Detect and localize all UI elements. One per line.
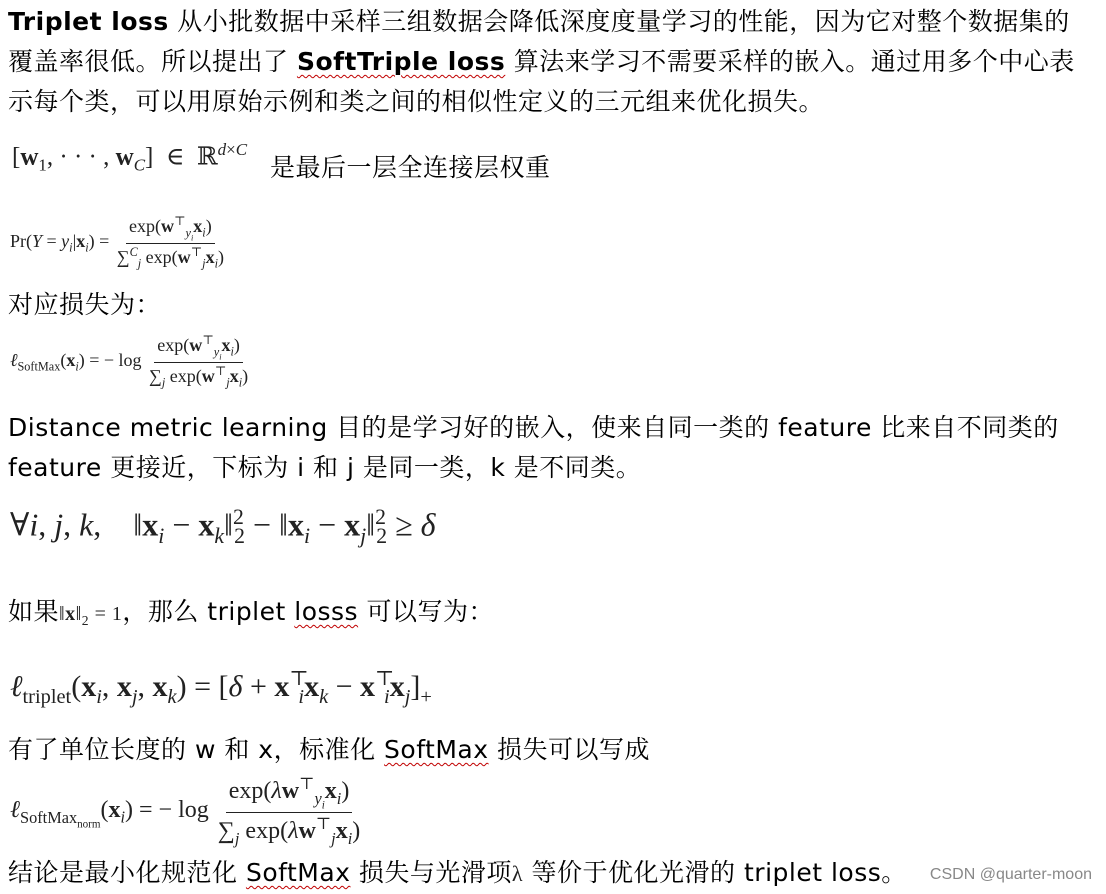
intro-line-1-text: 从小批数据中采样三组数据会降低深度度量学习的性能，因为它对整个数据集的 — [168, 7, 1070, 36]
triplet-intro-a: 如果 — [8, 597, 60, 626]
conclusion-a: 结论是最小化规范化 — [8, 858, 246, 887]
triplet-intro-b: ，那么 triplet — [122, 597, 295, 626]
intro-line-3: 示每个类，可以用原始示例和类之间的相似性定义的三元组来优化损失。 — [8, 87, 825, 116]
intro-line-2-text-a: 覆盖率很低。所以提出了 — [8, 47, 297, 76]
weights-caption: 是最后一层全连接层权重 — [270, 153, 551, 182]
triplet-intro-line — [8, 593, 494, 640]
softmax-term: SoftMax — [384, 735, 489, 764]
normalized-intro-c: 损失可以写成 — [488, 735, 650, 764]
triplet-loss-term: Triplet loss — [8, 7, 169, 36]
conclusion-line — [8, 854, 907, 893]
normalized-intro-a: 有了单位长度的 w 和 x，标准化 — [8, 735, 385, 764]
conclusion-d: 等价于优化光滑的 triplet loss。 — [523, 858, 907, 887]
weights-formula: [$w_1$, · · · , $w_C$] ∈ ℝ$^{d\times C}$ — [12, 140, 248, 175]
normalized-intro-line — [8, 731, 650, 769]
conclusion-c: 损失与光滑项 — [350, 858, 512, 887]
triplet-constraint-formula: ∀i, j, k, $‖x_i$ − $x_k‖^2_2$ − $‖x_i$ − $x_j‖^2_2 \ge \delta$ — [10, 505, 436, 549]
distance-metric-line-2: feature 更接近，下标为 i 和 j 是同一类，k 是不同类。 — [8, 453, 642, 482]
softmax-loss-formula: $\ell_{SoftMax}(x_i)$ = − log $\frac{\exp(w^⊤_{y_i}x_i)}{\sum_j \exp(w^⊤_jx_i)}$ — [10, 333, 249, 390]
triplet-intro-d: 可以写为： — [358, 597, 495, 626]
conclusion-softmax-term: SoftMax — [245, 858, 351, 887]
csdn-watermark: CSDN @quarter-moon — [929, 866, 1092, 883]
distance-metric-line-1: Distance metric learning 目的是学习好的嵌入，使来自同一类的 feature 比来自不同类的 — [8, 413, 1059, 442]
normalized-softmax-formula: $\ell_{SoftMax_{norm}}(x_i)$ = − log $\frac{\exp(\lambda w^⊤_{y_i}x_i)}{\sum_j \exp(\lambda w^⊤_jx_i)}$ — [10, 774, 361, 848]
unit-norm-formula: $‖x‖_2 = 1$ — [59, 603, 123, 628]
intro-line-2-text-b: 算法来学习不需要采样的嵌入。通过用多个中心表 — [505, 47, 1075, 76]
lambda-symbol: λ — [511, 861, 524, 886]
softtriple-loss-term: SoftTriple loss — [296, 47, 506, 76]
losss-term: losss — [294, 597, 359, 626]
intro-line-2 — [8, 43, 1075, 81]
triplet-loss-formula: $\ell_{triplet}(x_i$, $x_j$, $x_k) = [\delta + x^⊤_ix_k - x^⊤_ix_j]_+$ — [10, 668, 432, 708]
intro-line-1 — [8, 3, 1070, 41]
probability-formula: $Pr(Y = y_i|x_i)$ = $\frac{\exp(w^⊤_{y_i}x_i)}{\sum^C_j \exp(w^⊤_jx_i)}$ — [10, 214, 224, 271]
loss-caption: 对应损失为： — [8, 290, 162, 319]
